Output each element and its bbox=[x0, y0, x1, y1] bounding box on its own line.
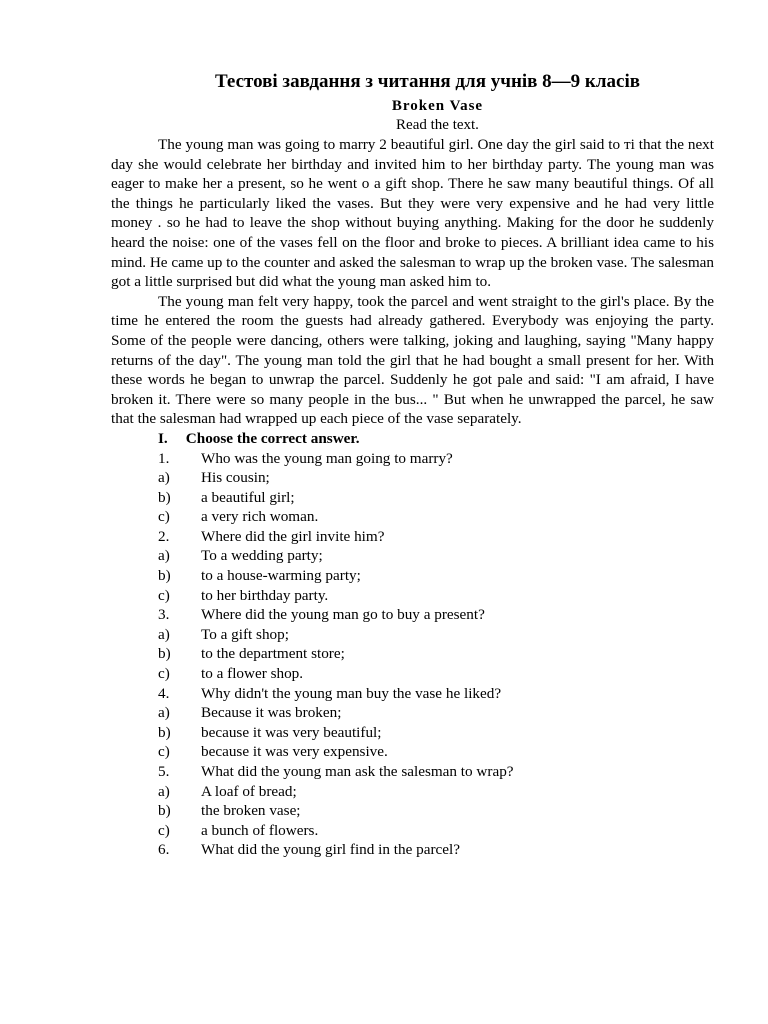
option-letter: a) bbox=[158, 625, 170, 643]
option-letter: a) bbox=[158, 547, 170, 565]
option-letter: c) bbox=[158, 508, 170, 526]
question-number: 3. bbox=[158, 606, 170, 624]
option-letter: c) bbox=[158, 743, 170, 761]
option-text: a beautiful girl; bbox=[201, 488, 295, 506]
answer-option bbox=[111, 801, 714, 821]
option-letter: b) bbox=[158, 645, 171, 663]
option-text: to a flower shop. bbox=[201, 665, 304, 683]
question-text: What did the young girl find in the parcel? bbox=[201, 841, 460, 859]
answer-option bbox=[111, 723, 714, 743]
option-text: to a house-warming party; bbox=[201, 567, 361, 585]
option-letter: b) bbox=[158, 723, 171, 741]
option-text: a bunch of flowers. bbox=[201, 821, 319, 839]
option-letter: b) bbox=[158, 567, 171, 585]
question-item bbox=[111, 449, 714, 469]
option-text: the broken vase; bbox=[201, 802, 301, 820]
option-text: A loaf of bread; bbox=[201, 782, 297, 800]
answer-option bbox=[111, 566, 714, 586]
option-text: To a gift shop; bbox=[201, 625, 289, 643]
answer-option bbox=[111, 644, 714, 664]
story-paragraph: The young man was going to marry 2 beautiful girl. One day the girl said to ті that the next day she would celebrate her birthday and invited him to her birthday party. The young man was eager to make her a present, so he went o a gift shop. There he saw many beautiful things. Of all the things he particularly liked the vases. But they were very expensive and he had very little money . so he had to leave the shop without buying anything. Making for the door he suddenly heard the noise: one of the vases fell on the floor and broke to pieces. A brilliant idea came to his mind. He came up to the counter and asked the salesman to wrap up the broken vase. The salesman got a little surprised but did what the young man asked him to. bbox=[111, 136, 714, 291]
question-number: 4. bbox=[158, 684, 170, 702]
option-letter: b) bbox=[158, 802, 171, 820]
answer-option bbox=[111, 488, 714, 508]
option-letter: b) bbox=[158, 488, 171, 506]
task-number: I. bbox=[158, 429, 168, 447]
task-text: Choose the correct answer. bbox=[185, 429, 360, 447]
question-number: 6. bbox=[158, 841, 170, 859]
option-text: His cousin; bbox=[201, 469, 270, 487]
question-text: Why didn't the young man buy the vase he liked? bbox=[201, 684, 502, 702]
option-letter: a) bbox=[158, 469, 170, 487]
answer-option bbox=[111, 703, 714, 723]
document-page bbox=[111, 70, 714, 860]
answer-option bbox=[111, 742, 714, 762]
option-letter: a) bbox=[158, 704, 170, 722]
answer-option bbox=[111, 507, 714, 527]
option-letter: c) bbox=[158, 665, 170, 683]
question-text: What did the young man ask the salesman to wrap? bbox=[201, 763, 514, 780]
question-item bbox=[111, 762, 714, 782]
question-item bbox=[111, 684, 714, 704]
option-text: a very rich woman. bbox=[201, 508, 319, 526]
answer-option bbox=[111, 625, 714, 645]
story-title: Broken Vase bbox=[391, 98, 484, 114]
option-text: to her birthday party. bbox=[201, 586, 329, 604]
story-paragraph: The young man felt very happy, took the parcel and went straight to the girl's place. By the time he entered the room the guests had already gathered. Everybody was enjoying the party. Some of the people were dancing, others were talking, joking and laughing, saying "Many happy returns of the day". The young man told the girl that he had bought a small present for her. With these words he began to unwrap the parcel. Suddenly he got pale and said: "I am afraid, I have broken it. There were so many people in the bus... " But when he unwrapped the parcel, he saw that the salesman had wrapped up each piece of the vase separately. bbox=[111, 292, 714, 428]
document-title: Тестові завдання з читання для учнів 8—9 класів bbox=[214, 71, 641, 92]
task-heading bbox=[158, 429, 714, 449]
option-text: Because it was broken; bbox=[201, 704, 342, 722]
question-number: 2. bbox=[158, 527, 170, 545]
answer-option bbox=[111, 468, 714, 488]
reading-instruction: Read the text. bbox=[396, 117, 479, 133]
option-text: because it was very expensive. bbox=[201, 743, 388, 761]
question-number: 1. bbox=[158, 449, 170, 467]
answer-option bbox=[111, 821, 714, 841]
option-text: To a wedding party; bbox=[201, 547, 323, 565]
answer-option bbox=[111, 586, 714, 606]
answer-option bbox=[111, 782, 714, 802]
answer-option bbox=[111, 546, 714, 566]
question-item bbox=[111, 605, 714, 625]
question-text: Who was the young man going to marry? bbox=[201, 449, 453, 467]
option-text: to the department store; bbox=[201, 645, 345, 663]
option-letter: a) bbox=[158, 782, 170, 800]
question-number: 5. bbox=[158, 763, 170, 780]
question-item bbox=[111, 840, 714, 860]
question-item bbox=[111, 527, 714, 547]
option-text: because it was very beautiful; bbox=[201, 723, 382, 741]
answer-option bbox=[111, 664, 714, 684]
question-list bbox=[111, 449, 714, 860]
question-text: Where did the girl invite him? bbox=[201, 527, 385, 545]
option-letter: c) bbox=[158, 821, 170, 839]
option-letter: c) bbox=[158, 586, 170, 604]
question-text: Where did the young man go to buy a present? bbox=[201, 606, 485, 624]
